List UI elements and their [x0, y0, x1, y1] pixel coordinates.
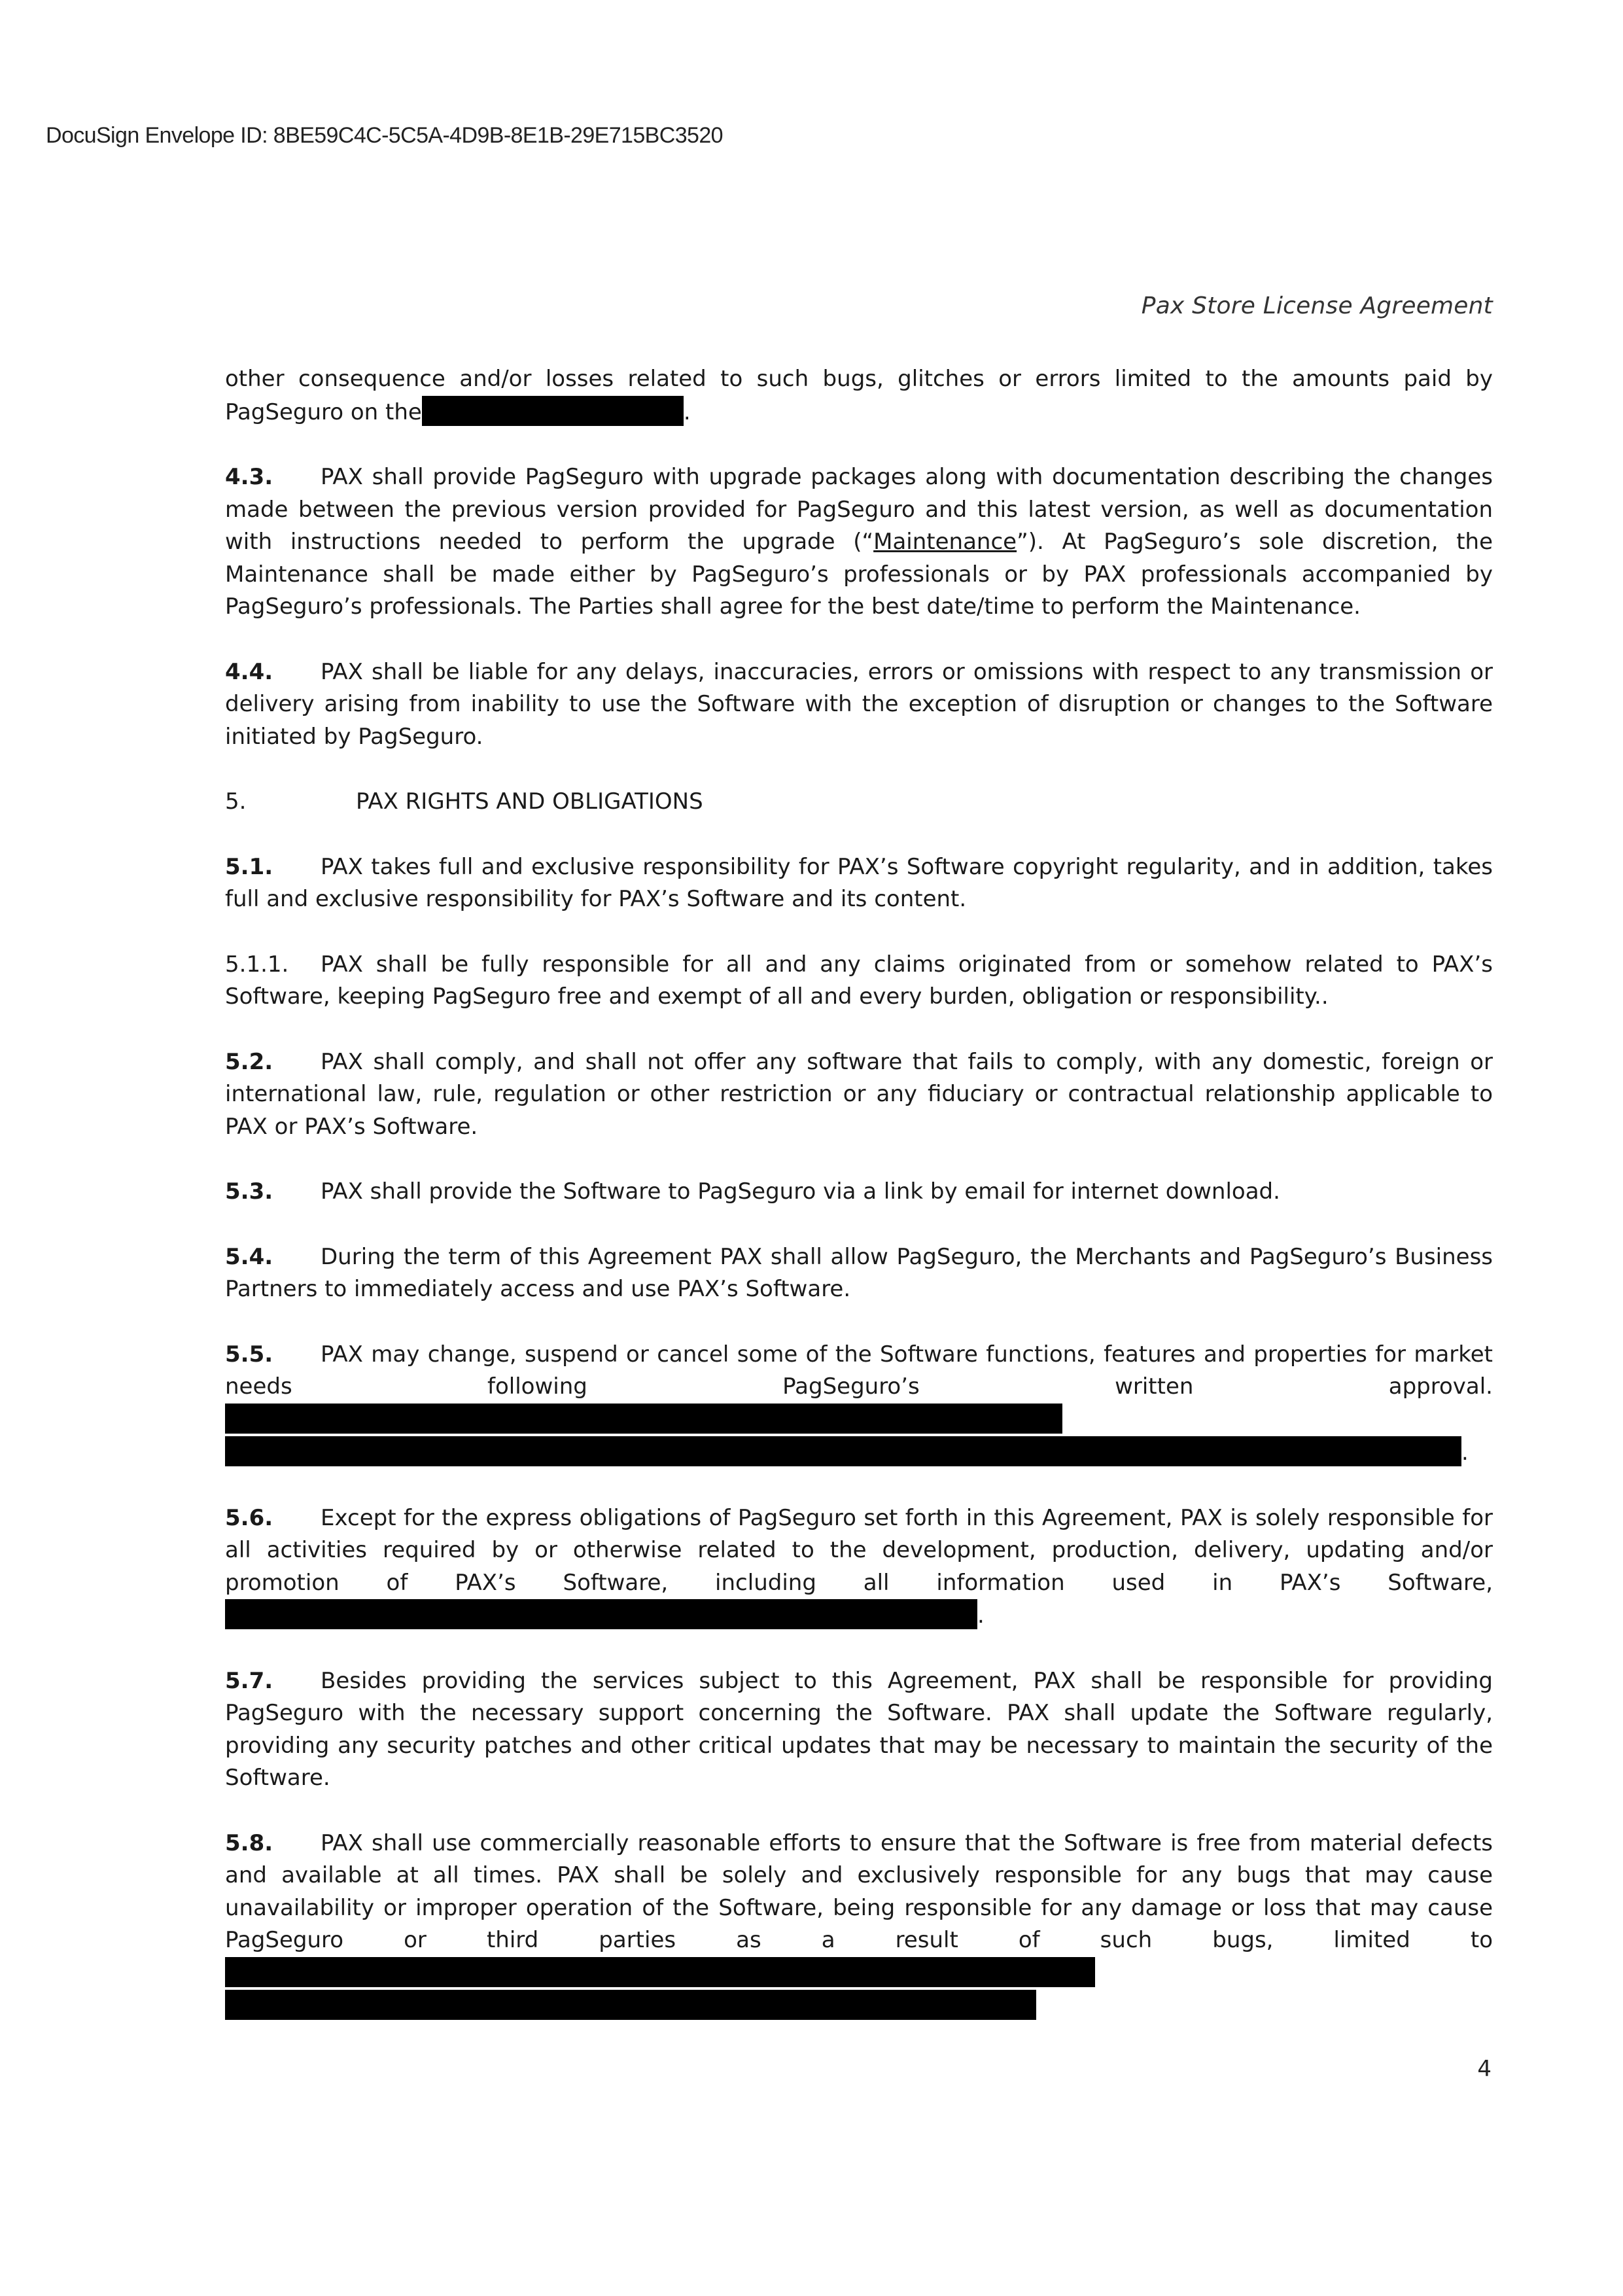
- clause-5-1: [225, 851, 1493, 916]
- clause-text: PAX shall comply, and shall not offer any software that fails to comply, with any domestic, foreign or international law, rule, regulation or other restriction or any fiduciary or contractual relationship applicable to PAX or PAX’s Software.: [225, 1048, 1493, 1140]
- clause-text: PAX shall be liable for any delays, inaccuracies, errors or omissions with respect to any transmission or delivery arising from inability to use the Software with the exception of disruption or changes to the Software initiated by PagSeguro.: [225, 658, 1493, 750]
- clause-number: 4.4.: [225, 658, 273, 685]
- clause-5-7: [225, 1665, 1493, 1795]
- redaction-bar: [225, 1436, 1461, 1466]
- defined-term: Maintenance: [873, 529, 1017, 555]
- clause-text: PAX may change, suspend or cancel some of the Software functions, features and properties for market needs following PagSeguro’s written approval.: [225, 1341, 1493, 1400]
- clause-number: 5.5.: [225, 1341, 273, 1368]
- clause-number: 5.1.1.: [225, 951, 289, 978]
- clause-5-6: [225, 1502, 1493, 1633]
- document-body: [225, 363, 1493, 2056]
- redaction-bar: [225, 1957, 1095, 1987]
- redaction-bar: [225, 1990, 1036, 2020]
- redaction-bar: [422, 396, 684, 426]
- clause-5-3: [225, 1176, 1493, 1209]
- redaction-bar: [225, 1404, 1062, 1434]
- clause-text: PAX shall provide PagSeguro with upgrade packages along with documentation describing the changes made between the previous version provided for PagSeguro and this latest version, as well as documentation with instructions needed to perform the upgrade (“: [225, 464, 1493, 555]
- clause-text-continued: ”). At PagSeguro’s sole discretion, the Maintenance shall be made either by PagSeguro’s professionals or by PAX professionals accompanied by PagSeguro’s professionals. The Parties shall agree for the best date/time to perform the Maintenance.: [225, 529, 1493, 620]
- clause-5-8: [225, 1828, 1493, 2023]
- section-5-heading: [225, 786, 1493, 819]
- clause-text: PAX shall provide the Software to PagSeguro via a link by email for internet download.: [321, 1178, 1280, 1205]
- clause-5-2: [225, 1046, 1493, 1144]
- clause-number: 5.2.: [225, 1048, 273, 1075]
- period: .: [683, 398, 691, 425]
- clause-number: 5.4.: [225, 1243, 273, 1270]
- section-number: 5.: [225, 788, 247, 815]
- document-title: Pax Store License Agreement: [1141, 292, 1493, 319]
- period: .: [1461, 1439, 1469, 1466]
- redaction-bar: [225, 1599, 801, 1629]
- clause-number: 4.3.: [225, 464, 273, 490]
- period: .: [977, 1602, 985, 1629]
- clause-4-4: [225, 656, 1493, 754]
- continuation-text: other consequence and/or losses related to such bugs, glitches or errors limited to the amounts paid by PagSeguro on the: [225, 366, 1493, 425]
- clause-number: 5.6.: [225, 1504, 273, 1531]
- continuation-paragraph: [225, 363, 1493, 429]
- clause-text: PAX takes full and exclusive responsibility for PAX’s Software copyright regularity, and in addition, takes full and exclusive responsibility for PAX’s Software and its content.: [225, 853, 1493, 912]
- clause-text: PAX shall be fully responsible for all and any claims originated from or somehow related to PAX’s Software, keeping PagSeguro free and exempt of all and every burden, obligation or responsibility..: [225, 951, 1493, 1010]
- clause-number: 5.3.: [225, 1178, 273, 1205]
- clause-text: PAX shall use commercially reasonable efforts to ensure that the Software is free from material defects and available at all times. PAX shall be solely and exclusively responsible for any bugs that may cause unavailability or improper operation of the Software, being responsible for any damage or loss that may cause PagSeguro or third parties as a result of such bugs, limited to: [225, 1829, 1493, 1953]
- clause-number: 5.8.: [225, 1829, 273, 1856]
- clause-5-5: [225, 1339, 1493, 1470]
- docusign-envelope-id: DocuSign Envelope ID: 8BE59C4C-5C5A-4D9B-8E1B-29E715BC3520: [46, 123, 723, 148]
- clause-5-4: [225, 1241, 1493, 1306]
- redaction-bar: [801, 1599, 977, 1629]
- page-number: 4: [1477, 2056, 1492, 2082]
- clause-number: 5.1.: [225, 853, 273, 880]
- clause-number: 5.7.: [225, 1667, 273, 1694]
- clause-text: Besides providing the services subject to this Agreement, PAX shall be responsible for providing PagSeguro with the necessary support concerning the Software. PAX shall update the Software regularly, providing any security patches and other critical updates that may be necessary to maintain the security of the Software.: [225, 1667, 1493, 1791]
- clause-text: During the term of this Agreement PAX shall allow PagSeguro, the Merchants and PagSeguro’s Business Partners to immediately access and use PAX’s Software.: [225, 1243, 1493, 1302]
- clause-4-3: [225, 461, 1493, 624]
- clause-text: Except for the express obligations of PagSeguro set forth in this Agreement, PAX is solely responsible for all activities required by or otherwise related to the development, production, delivery, updating and/or promotion of PAX’s Software, including all information used in PAX’s Software,: [225, 1504, 1493, 1596]
- clause-5-1-1: [225, 949, 1493, 1014]
- section-title: PAX RIGHTS AND OBLIGATIONS: [356, 788, 703, 815]
